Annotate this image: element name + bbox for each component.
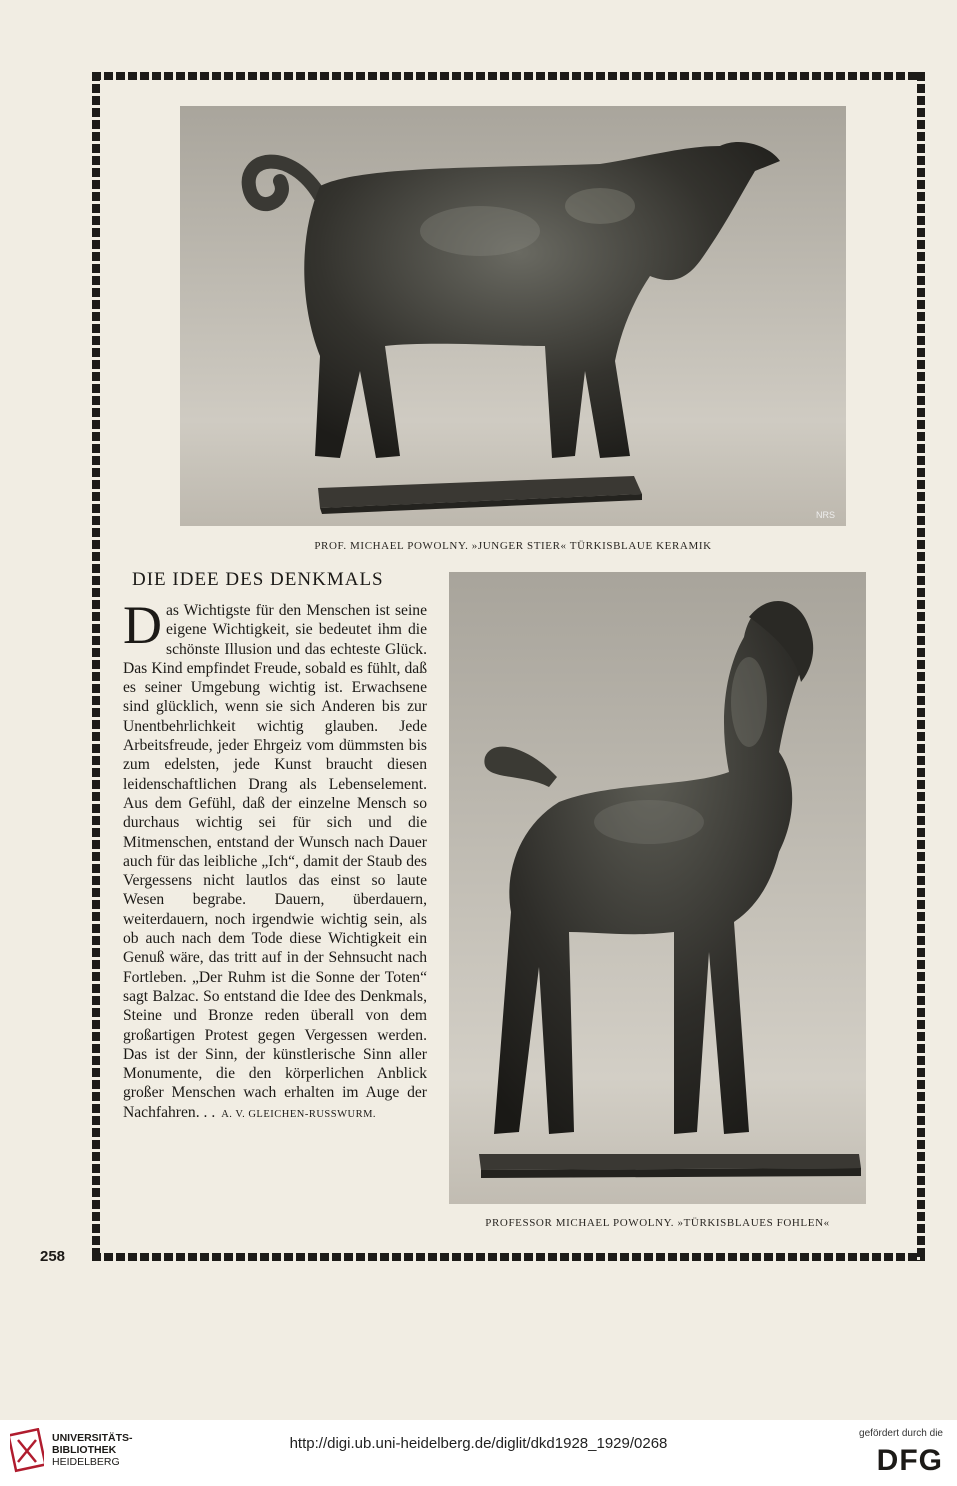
foal-caption: PROFESSOR MICHAEL POWOLNY. »TÜRKISBLAUES FOHLEN« <box>485 1217 830 1229</box>
foal-sculpture-photo <box>449 572 866 1204</box>
drop-cap: D <box>123 595 162 655</box>
ornamental-border-top <box>92 72 925 80</box>
bull-caption: PROF. MICHAEL POWOLNY. »JUNGER STIER« TÜRKISBLAUE KERAMIK <box>314 540 712 552</box>
institution-line-1: UNIVERSITÄTS- <box>52 1432 133 1444</box>
library-footer <box>0 1420 957 1486</box>
source-url-link[interactable]: http://digi.ub.uni-heidelberg.de/diglit/dkd1928_1929/0268 <box>289 1435 668 1452</box>
institution-line-3: HEIDELBERG <box>52 1456 120 1468</box>
article-text: as Wichtigste für den Menschen ist seine eigene Wichtigkeit, sie bedeutet ihm die schönste Illusion und das echteste Glück. Das Kind empfindet Freude, sobald es fühlt, daß es seiner Umgebung wichtig ist. Erwachsene sind glücklich, wenn sie sich Anderen bis zur Unentbehrlichkeit wichtig glauben. Jede Arbeitsfreude, jeder Ehrgeiz vom dümmsten bis zum edelsten, jede Kunst braucht diesen leidenschaftlichen Drang als Lebenselement. Aus dem Gefühl, daß der einzelne Mensch so durchaus wichtig sei für sich und die Mitmenschen, entstand der Wunsch nach Dauer auch für das leibliche „Ich“, damit der Staub des Vergessens nicht lautlos das einst so laute Wesen begrabe. Dauern, überdauern, weiterdauern, noch irgendwie wichtig sein, als ob auch nach dem Tode diese Wichtigkeit ein Genuß wäre, das tritt auf in der Sehnsucht nach Fortleben. „Der Ruhm ist die Sonne der Toten“ sagt Balzac. So entstand die Idee des Denkmals, Steine und Bronze reden überall von dem großartigen Protest gegen Vergessen werden. Das ist der Sinn, der künstlerische Sinn aller Monumente, die den körperlichen Anblick großer Menschen wach erhalten im Auge der Nachfahren. . . <box>123 602 427 1121</box>
funded-by-label: gefördert durch die <box>859 1428 943 1439</box>
article-heading: DIE IDEE DES DENKMALS <box>132 569 384 590</box>
institution-line-2: BIBLIOTHEK <box>52 1444 117 1456</box>
article-body <box>123 595 427 1124</box>
ornamental-border-right <box>917 72 925 1261</box>
page-number: 258 <box>40 1248 66 1265</box>
photographer-signature: NRS <box>816 510 836 520</box>
dfg-logo: DFG <box>876 1444 943 1477</box>
article-author: A. V. GLEICHEN-RUSSWURM. <box>221 1108 377 1120</box>
bull-sculpture-photo <box>180 106 846 526</box>
ornamental-border-left <box>92 72 100 1261</box>
ornamental-border-bottom <box>92 1253 925 1261</box>
